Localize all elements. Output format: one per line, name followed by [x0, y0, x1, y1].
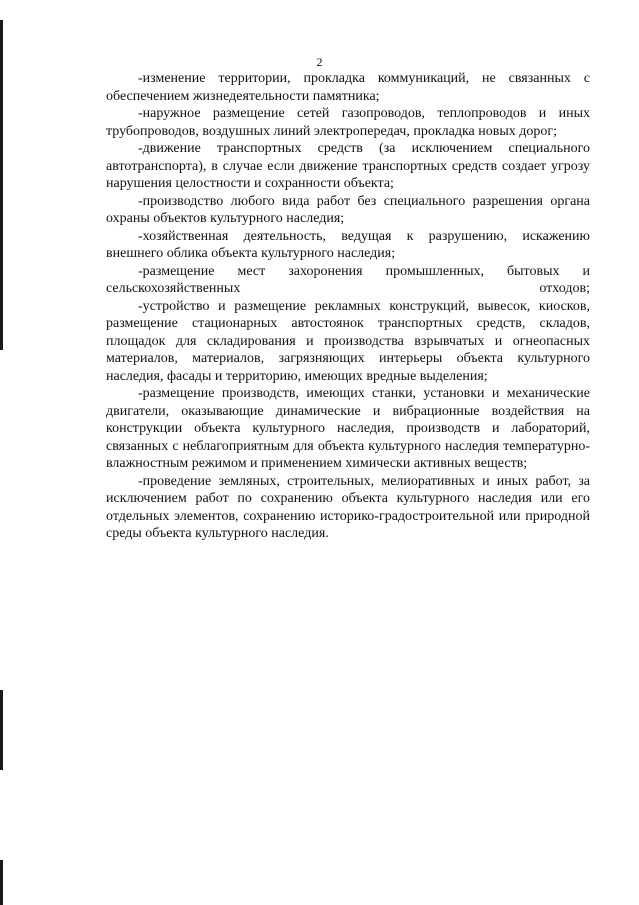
document-body	[106, 70, 590, 543]
restriction-paragraph: -движение транспортных средств (за исключением специального автотранспорта), в случае если движение транспортных средств создает угрозу нарушения целостности и сохранности объекта;	[106, 141, 590, 191]
restriction-paragraph: -проведение земляных, строительных, мелиоративных и иных работ, за исключением работ по сохранению объекта культурного наследия или его отдельных элементов, сохранению историко-градостроительной или природной среды объекта культурного наследия.	[106, 473, 590, 541]
page-number: 2	[316, 55, 323, 69]
scan-edge-middle	[0, 690, 3, 770]
restriction-paragraph: -размещение производств, имеющих станки, установки и механические двигатели, оказывающие динамические и вибрационные воздействия на конструкции объекта культурного наследия, производств и лабораторий, связанных с неблагоприятным для объекта культурного наследия температурно-влажностным режимом и применением химически активных веществ;	[106, 386, 590, 471]
scan-edge-bottom	[0, 860, 3, 905]
restriction-paragraph: -наружное размещение сетей газопроводов, теплопроводов и иных трубопроводов, воздушных линий электропередач, прокладка новых дорог;	[106, 106, 590, 139]
restriction-paragraph: -изменение территории, прокладка коммуникаций, не связанных с обеспечением жизнедеятельности памятника;	[106, 71, 590, 104]
restriction-paragraph: -хозяйственная деятельность, ведущая к разрушению, искажению внешнего облика объекта культурного наследия;	[106, 228, 590, 261]
restriction-paragraph: -устройство и размещение рекламных конструкций, вывесок, киосков, размещение стационарных автостоянок транспортных средств, складов, площадок для складирования и производства взрывчатых и огнеопасных материалов, материалов, загрязняющих интерьеры объекта культурного наследия, фасады и территорию, имеющих вредные выделения;	[106, 298, 590, 384]
scan-edge-top	[0, 20, 3, 350]
restriction-paragraph: -размещение мест захоронения промышленных, бытовых и сельскохозяйственных отходов;	[106, 263, 590, 296]
restriction-paragraph: -производство любого вида работ без специального разрешения органа охраны объектов культурного наследия;	[106, 193, 590, 226]
